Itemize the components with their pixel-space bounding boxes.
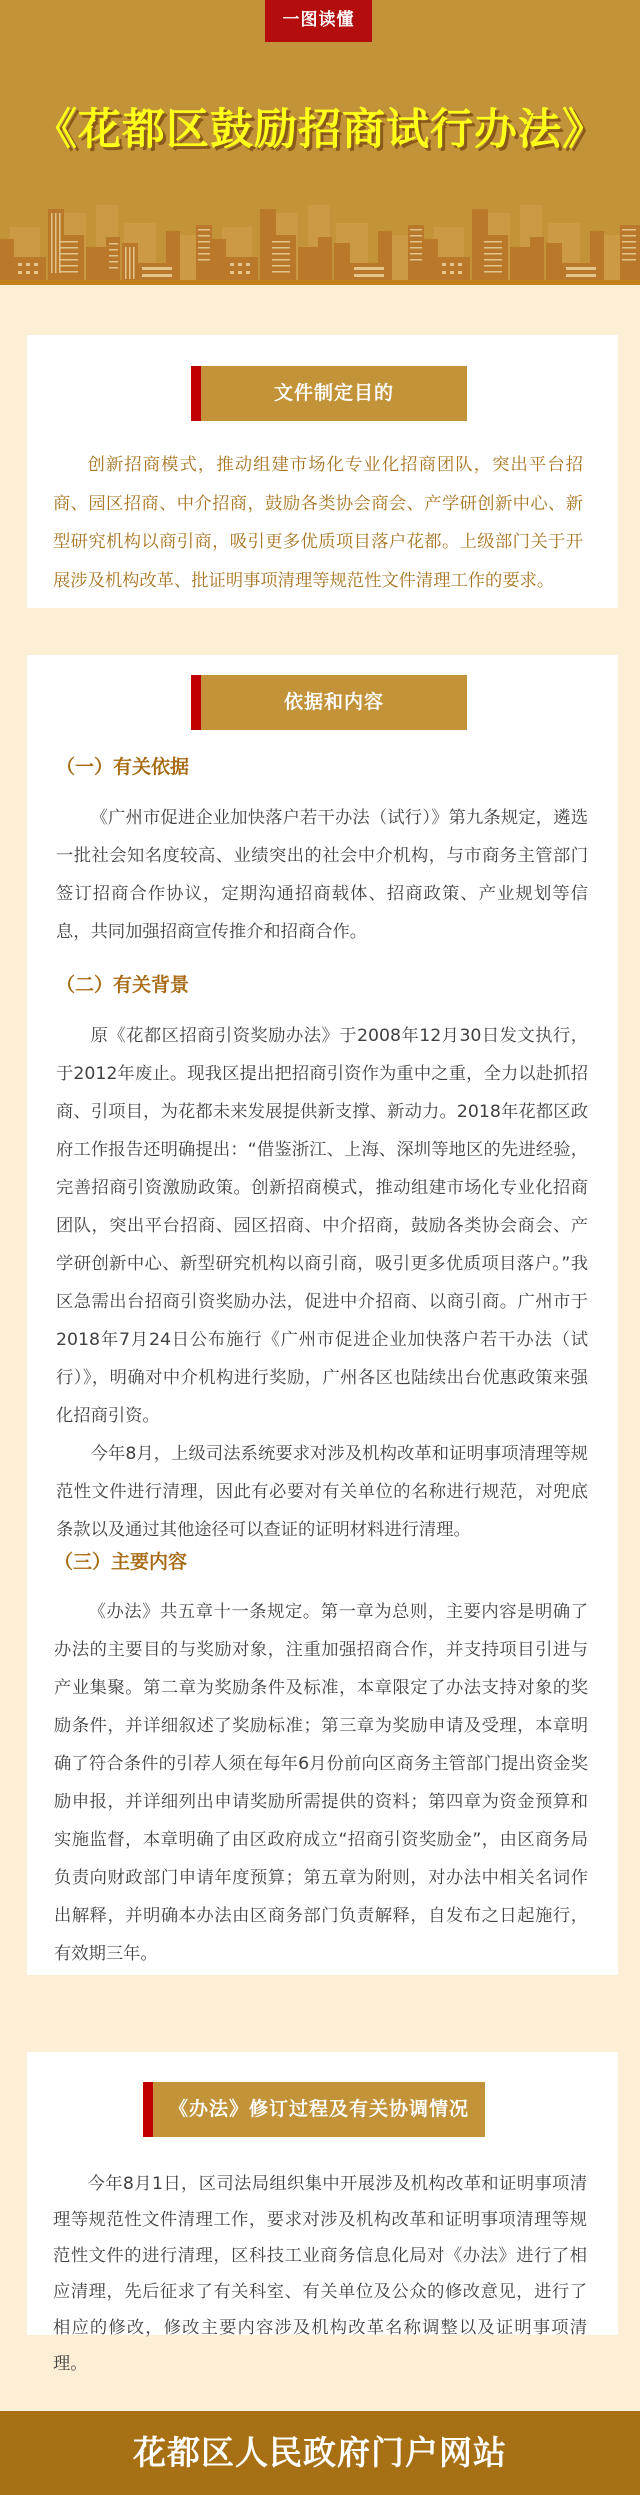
card-purpose — [27, 335, 618, 608]
purpose-body: 创新招商模式，推动组建市场化专业化招商团队，突出平台招商、园区招商、中介招商，鼓励各类协会商会、产学研创新中心、新型研究机构以商引商，吸引更多优质项目落户花都。上级部门关于开展涉及机构改革、批证明事项清理等规范性文件清理工作的要求。 — [53, 455, 583, 591]
card-revision — [27, 2052, 618, 2374]
subsection-title-main-content: （三）主要内容 — [54, 1551, 188, 1573]
footer-site-name: 花都区人民政府门户网站 — [0, 2411, 640, 2495]
revision-body: 今年8月1日，区司法局组织集中开展涉及机构改革和证明事项清理等规范性文件清理工作，要求对涉及机构改革和证明事项清理等规范性文件的进行清理，区科技工业商务信息化局对《办法》进行了相应清理，先后征求了有关科室、有关单位及公众的修改意见，进行了相应的修改，修改主要内容涉及机构改革名称调整以及证明事项清理。 — [53, 2174, 587, 2374]
background-paragraph-1: 原《花都区招商引资奖励办法》于2008年12月30日发文执行，于2012年废止。现我区提出把招商引资作为重中之重，全力以赴抓招商、引项目，为花都未来发展提供新支撑、新动力。2018年花都区政府工作报告还明确提出：“借鉴浙江、上海、深圳等地区的先进经验，完善招商引资激励政策。创新招商模式，推动组建市场化专业化招商团队，突出平台招商、园区招商、中介招商，鼓励各类协会商会、产学研创新中心、新型研究机构以商引商，吸引更多优质项目落户。”我区急需出台招商引资奖励办法，促进中介招商、以商引商。广州市于2018年7月24日公布施行《广州市促进企业加快落户若干办法（试行）》，明确对中介机构进行奖励，广州各区也陆续出台优惠政策来强化招商引资。 — [56, 1026, 588, 1426]
basis-paragraph: 《广州市促进企业加快落户若干办法（试行）》第九条规定，遴选一批社会知名度较高、业绩突出的社会中介机构，与市商务主管部门签订招商合作协议，定期沟通招商载体、招商政策、产业规划等信息，共同加强招商宣传推介和招商合作。 — [56, 808, 588, 942]
hero-title: 《花都区鼓励招商试行办法》 — [34, 105, 606, 155]
subsection-title-basis: （一）有关依据 — [56, 756, 190, 778]
subsection-title-background: （二）有关背景 — [56, 974, 190, 996]
city-skyline-illustration — [0, 205, 640, 285]
hero-banner — [0, 0, 640, 285]
card-basis-content — [27, 655, 618, 1975]
hero-bottom-border — [0, 280, 640, 285]
section-heading-purpose: 文件制定目的 — [191, 366, 467, 421]
section-heading-basis: 依据和内容 — [191, 675, 467, 730]
hero-badge: 一图读懂 — [265, 0, 372, 42]
main-content-paragraph: 《办法》共五章十一条规定。第一章为总则，主要内容是明确了办法的主要目的与奖励对象，注重加强招商合作，并支持项目引进与产业集聚。第二章为奖励条件及标准，本章限定了办法支持对象的奖励条件，并详细叙述了奖励标准；第三章为奖励申请及受理，本章明确了符合条件的引荐人须在每年6月份前向区商务主管部门提出资金奖励申报，并详细列出申请奖励所需提供的资料；第四章为资金预算和实施监督，本章明确了由区政府成立“招商引资奖励金”，由区商务局负责向财政部门申请年度预算；第五章为附则，对办法中相关名词作出解释，并明确本办法由区商务部门负责解释，自发布之日起施行，有效期三年。 — [54, 1602, 588, 1964]
section-heading-revision: 《办法》修订过程及有关协调情况 — [143, 2082, 485, 2137]
background-paragraph-2: 今年8月，上级司法系统要求对涉及机构改革和证明事项清理等规范性文件进行清理，因此有必要对有关单位的名称进行规范，对兜底条款以及通过其他途径可以查证的证明材料进行清理。 — [56, 1444, 588, 1540]
